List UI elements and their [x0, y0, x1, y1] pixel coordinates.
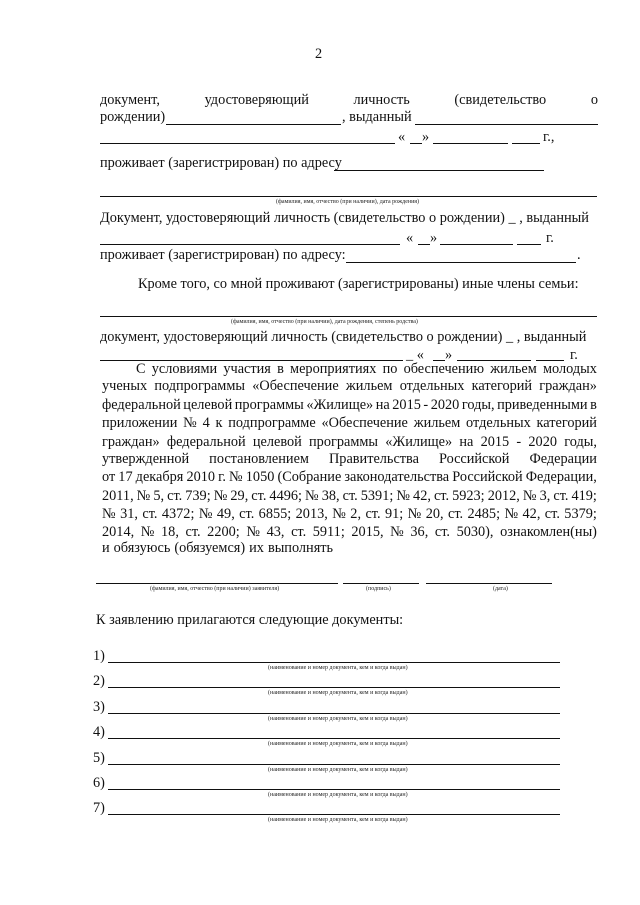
word: их: [249, 540, 264, 556]
block2-quote-close: »: [430, 230, 438, 246]
conditions-line: [102, 434, 597, 450]
conditions-line: [102, 469, 597, 485]
word: №: [504, 506, 519, 522]
word: категорий: [471, 378, 533, 394]
attachment-caption: (наименование и номер документа, кем и когда выдан): [268, 716, 408, 722]
word: ст.: [167, 488, 183, 504]
word: законодательства: [344, 469, 450, 485]
word: на: [375, 397, 390, 413]
block1-quote-open: «: [398, 129, 406, 145]
word: ст.: [447, 506, 464, 522]
family-name-blank: [100, 316, 597, 317]
block2-day-blank: [418, 244, 430, 245]
word: №: [407, 506, 422, 522]
conditions-line: [102, 540, 597, 556]
family-quote-open: _ «: [406, 347, 424, 363]
word: в: [590, 397, 597, 413]
block2-doc-line: Документ, удостоверяющий личность (свидетельство о рождении) _ , выданный: [100, 210, 589, 226]
word: ученых: [102, 378, 148, 394]
applicant-name-blank: [96, 583, 338, 584]
block1-name-blank: [100, 196, 597, 197]
attachment-number: 4): [93, 724, 105, 740]
conditions-line: [136, 361, 597, 377]
block1-day-blank: [410, 143, 422, 144]
word: «Жилище»: [306, 397, 374, 413]
word: 2011,: [102, 488, 134, 504]
word: 31,: [120, 506, 138, 522]
word: «Обеспечение: [321, 415, 408, 431]
word: 4496;: [269, 488, 302, 504]
word: ст.: [142, 506, 158, 522]
word: 17: [118, 469, 133, 485]
word: 2015,: [351, 524, 384, 540]
word: 1050: [245, 469, 275, 485]
attachment-blank: [108, 687, 560, 688]
block1-doc-blank: [166, 124, 341, 125]
family-name-caption: (фамилия, имя, отчество (при наличии), дата рождения, степень родства): [231, 319, 418, 325]
word: «Жилище»: [385, 434, 453, 450]
word: С: [136, 361, 146, 377]
word: приложении: [102, 415, 178, 431]
word: №: [332, 506, 346, 522]
word: Российской: [438, 451, 510, 467]
word: 42,: [522, 506, 541, 522]
word: 38,: [321, 488, 340, 504]
block1-issuer-blank: [100, 143, 395, 144]
word: 2010: [186, 469, 216, 485]
word: №: [140, 524, 155, 540]
date-blank: [426, 583, 552, 584]
page-number: 2: [315, 46, 323, 62]
word: жильем: [413, 415, 461, 431]
attachment-number: 6): [93, 775, 105, 791]
block2-address-blank: [346, 262, 576, 263]
word: 2020: [528, 434, 557, 450]
word: в: [277, 361, 284, 377]
word: 2015: [480, 434, 510, 450]
word: 5391;: [360, 488, 394, 504]
conditions-line: [102, 378, 597, 394]
word: ознакомлен(ны): [500, 524, 597, 540]
conditions-line: [102, 506, 597, 522]
attachment-caption: (наименование и номер документа, кем и когда выдан): [268, 792, 408, 798]
word: обязуюсь: [113, 540, 171, 556]
word: №: [305, 488, 319, 504]
word: 42,: [413, 488, 431, 504]
word: ст.: [185, 524, 201, 540]
word: на: [459, 434, 474, 450]
word: 49,: [216, 506, 235, 522]
word: программы: [309, 434, 379, 450]
word: 5030),: [456, 524, 494, 540]
word: 2020: [430, 397, 460, 413]
family-year-label: г.: [570, 347, 578, 363]
date-caption: (дата): [493, 586, 508, 592]
word: №: [136, 488, 151, 504]
family-intro: Кроме того, со мной проживают (зарегистрированы) иные члены семьи:: [138, 276, 579, 292]
word: от: [102, 469, 116, 485]
word: граждан»: [539, 378, 597, 394]
word: №: [396, 488, 411, 504]
word: (обязуемся): [174, 540, 246, 556]
word: по: [382, 361, 398, 377]
signature-blank: [343, 583, 419, 584]
word: федеральной: [166, 434, 246, 450]
attachment-caption: (наименование и номер документа, кем и когда выдан): [268, 741, 408, 747]
word: жильем: [345, 378, 393, 394]
word: №: [390, 524, 404, 540]
word: 43,: [266, 524, 285, 540]
word: 18,: [161, 524, 179, 540]
word: 2015: [392, 397, 421, 413]
word: №: [522, 488, 537, 504]
word: целевой: [183, 397, 233, 413]
word: «Обеспечение: [252, 378, 339, 394]
word: годы,: [564, 434, 597, 450]
block2-address-label: проживает (зарегистрирован) по адресу:: [100, 247, 346, 263]
block1-address-blank: [334, 170, 544, 171]
word: Федерации: [529, 451, 597, 467]
conditions-line: [102, 488, 597, 504]
block1-name-caption: (фамилия, имя, отчество (при наличии), дата рождения): [276, 199, 420, 205]
word: 2013,: [295, 506, 328, 522]
word: участия: [223, 361, 271, 377]
word: №: [198, 506, 213, 522]
attachment-blank: [108, 662, 560, 663]
word: 2,: [350, 506, 362, 522]
block2-year-blank: [517, 244, 541, 245]
conditions-line: [102, 415, 597, 431]
word: ст.: [291, 524, 307, 540]
word: 419;: [571, 488, 597, 504]
attachment-blank: [108, 764, 560, 765]
block1-year-label: г.,: [543, 129, 555, 145]
block1-birth-label: рождении): [100, 109, 166, 125]
word: (Собрание: [277, 469, 342, 485]
attachment-blank: [108, 738, 560, 739]
word: 5923;: [452, 488, 485, 504]
block2-address-end: .: [577, 247, 581, 263]
word: категорий: [536, 415, 597, 431]
word: документ,: [100, 92, 160, 108]
conditions-line: [102, 397, 597, 413]
word: 4372;: [161, 506, 195, 522]
attachment-caption: (наименование и номер документа, кем и когда выдан): [268, 665, 408, 671]
family-quote-close: »: [445, 347, 453, 363]
word: ст.: [342, 488, 358, 504]
family-doc-line: документ, удостоверяющий личность (свидетельство о рождении) _ , выданный: [100, 329, 587, 345]
word: подпрограмме: [228, 415, 316, 431]
signature-caption: (подпись): [366, 586, 391, 592]
word: 5,: [153, 488, 165, 504]
word: 3,: [539, 488, 551, 504]
word: обеспечению: [403, 361, 485, 377]
block1-quote-close: »: [422, 129, 430, 145]
word: подпрограммы: [154, 378, 245, 394]
word: и: [102, 540, 110, 556]
attachment-number: 5): [93, 750, 105, 766]
word: ст.: [433, 488, 450, 504]
word: декабря: [135, 469, 184, 485]
word: мероприятиях: [290, 361, 377, 377]
word: условиями: [151, 361, 218, 377]
word: 91;: [384, 506, 404, 522]
attachment-blank: [108, 814, 560, 815]
applicant-name-caption: (фамилия, имя, отчество (при наличии) заявителя): [150, 586, 280, 592]
attachment-number: 2): [93, 673, 105, 689]
block1-issued-label: , выданный: [342, 109, 412, 125]
word: постановлением: [209, 451, 309, 467]
attachment-blank: [108, 713, 560, 714]
word: ст.: [553, 488, 569, 504]
block1-year-blank: [512, 143, 540, 144]
block2-year-label: г.: [546, 230, 554, 246]
word: жильем: [490, 361, 537, 377]
word: 20,: [425, 506, 444, 522]
word: ст.: [365, 506, 381, 522]
word: 5379;: [564, 506, 597, 522]
conditions-line: [102, 451, 597, 467]
word: ст.: [544, 506, 560, 522]
attachment-caption: (наименование и номер документа, кем и когда выдан): [268, 817, 408, 823]
word: о: [590, 92, 598, 108]
word: 29,: [230, 488, 249, 504]
word: (свидетельство: [454, 92, 547, 108]
word: 2014,: [102, 524, 135, 540]
word: годы,: [461, 397, 495, 413]
attachment-number: 7): [93, 800, 105, 816]
word: ст.: [251, 488, 267, 504]
word: 36,: [410, 524, 429, 540]
attachment-caption: (наименование и номер документа, кем и когда выдан): [268, 767, 408, 773]
word: №: [246, 524, 260, 540]
attachment-blank: [108, 789, 560, 790]
word: ст.: [434, 524, 450, 540]
conditions-line: [102, 524, 597, 540]
block1-month-blank: [433, 143, 508, 144]
word: 6855;: [258, 506, 292, 522]
block1-address-label: проживает (зарегистрирован) по адресу: [100, 155, 342, 171]
word: выполнять: [267, 540, 334, 556]
word: молодых: [542, 361, 597, 377]
word: 2012,: [487, 488, 520, 504]
word: №: [229, 469, 243, 485]
block2-issuer-blank: [100, 244, 400, 245]
word: Российской: [452, 469, 523, 485]
word: №: [102, 506, 116, 522]
word: отдельных: [399, 378, 465, 394]
word: 4: [202, 415, 210, 431]
word: 5911;: [312, 524, 345, 540]
word: утвержденной: [102, 451, 190, 467]
word: личность: [353, 92, 410, 108]
attachment-number: 1): [93, 648, 105, 664]
word: целевой: [252, 434, 302, 450]
attachment-number: 3): [93, 699, 105, 715]
block1-doc-line: [100, 92, 598, 108]
word: -: [423, 397, 429, 413]
word: г.: [218, 469, 226, 485]
word: программы: [234, 397, 304, 413]
word: приведенными: [497, 397, 588, 413]
word: Правительства: [328, 451, 419, 467]
word: Федерации,: [525, 469, 597, 485]
block2-month-blank: [440, 244, 513, 245]
word: граждан»: [102, 434, 160, 450]
word: №: [213, 488, 228, 504]
word: отдельных: [466, 415, 531, 431]
word: №: [183, 415, 197, 431]
word: -: [516, 434, 522, 450]
word: к: [215, 415, 223, 431]
block2-quote-open: «: [406, 230, 414, 246]
word: 2200;: [207, 524, 240, 540]
attachment-caption: (наименование и номер документа, кем и когда выдан): [268, 690, 408, 696]
block1-issued-blank: [415, 124, 598, 125]
word: 2485;: [467, 506, 501, 522]
word: удостоверяющий: [204, 92, 309, 108]
word: федеральной: [102, 397, 181, 413]
word: 739;: [185, 488, 211, 504]
attachments-title: К заявлению прилагаются следующие документы:: [96, 612, 404, 628]
word: ст.: [239, 506, 255, 522]
